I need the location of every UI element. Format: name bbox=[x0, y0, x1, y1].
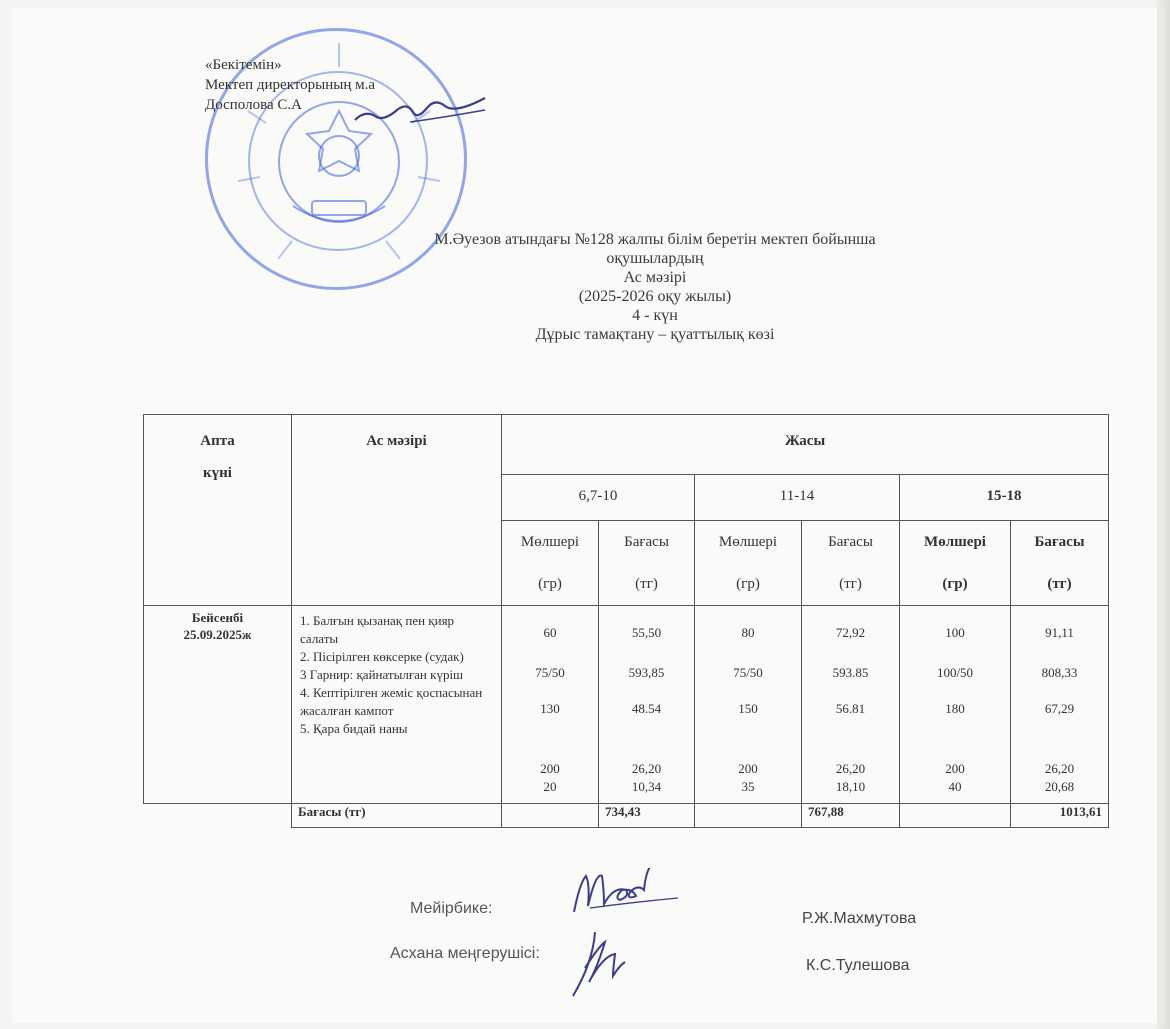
heading-menu: Ас мәзірі bbox=[623, 269, 687, 286]
value-cell: 75/50 bbox=[733, 665, 763, 680]
kitchen-head-name: К.С.Тулешова bbox=[806, 957, 910, 974]
value-cell: 100/50 bbox=[936, 665, 974, 680]
value-cell: 40 bbox=[948, 779, 962, 794]
dish-item: 1. Балғын қызанақ пен қияр салаты bbox=[300, 613, 455, 646]
heading-year: (2025-2026 оқу жылы) bbox=[578, 288, 732, 305]
heading-students: оқушылардың bbox=[606, 250, 704, 267]
day-date: 25.09.2025ж bbox=[183, 627, 252, 642]
price-unit: (тг) bbox=[635, 576, 658, 592]
g3-price-values bbox=[1011, 606, 1109, 804]
price-unit: (тг) bbox=[1047, 576, 1072, 592]
g1-qty-values bbox=[502, 606, 599, 804]
value-cell: 150 bbox=[738, 701, 758, 716]
header-menu: Ас мәзірі bbox=[292, 415, 502, 606]
value-cell: 56.81 bbox=[835, 701, 866, 716]
value-cell: 130 bbox=[540, 701, 560, 716]
total-group-1: 734,43 bbox=[599, 804, 695, 828]
heading-day: 4 - күн bbox=[632, 307, 678, 324]
total-empty-cell bbox=[900, 804, 1011, 828]
value-cell: 60 bbox=[543, 625, 557, 640]
value-cell: 20 bbox=[543, 779, 557, 794]
nurse-label: Мейірбике: bbox=[410, 900, 493, 917]
price-label: Бағасы bbox=[1034, 534, 1085, 550]
total-group-3: 1013,61 bbox=[1011, 804, 1109, 828]
value-cell: 26,20 bbox=[631, 761, 662, 776]
value-cell: 26,20 bbox=[835, 761, 866, 776]
menu-table bbox=[143, 414, 1109, 828]
qty-label: Мөлшері bbox=[520, 534, 580, 550]
value-cell: 10,34 bbox=[631, 779, 662, 794]
dish-item: 5. Қара бидай наны bbox=[300, 721, 408, 736]
value-cell: 80 bbox=[741, 625, 755, 640]
g2-price-header bbox=[802, 521, 900, 606]
header-weekday-line1: Апта bbox=[200, 433, 235, 449]
value-cell: 20,68 bbox=[1044, 779, 1075, 794]
value-cell: 593.85 bbox=[832, 665, 869, 680]
approval-director-name: Досполова С.А bbox=[205, 97, 302, 113]
price-unit: (тг) bbox=[839, 576, 862, 592]
dish-list bbox=[292, 606, 502, 804]
value-cell: 180 bbox=[945, 701, 965, 716]
total-empty-cell bbox=[502, 804, 599, 828]
value-cell: 35 bbox=[741, 779, 755, 794]
nurse-name: Р.Ж.Махмутова bbox=[802, 910, 917, 927]
g3-price-header bbox=[1011, 521, 1109, 606]
age-group-2: 11-14 bbox=[695, 475, 900, 521]
value-cell: 26,20 bbox=[1044, 761, 1075, 776]
value-cell: 75/50 bbox=[535, 665, 565, 680]
value-cell: 55,50 bbox=[631, 625, 662, 640]
header-weekday bbox=[144, 415, 292, 606]
value-cell: 200 bbox=[738, 761, 758, 776]
g2-qty-header bbox=[695, 521, 802, 606]
kitchen-head-signature bbox=[565, 928, 635, 1000]
price-label: Бағасы bbox=[624, 534, 669, 550]
value-cell: 67,29 bbox=[1044, 701, 1075, 716]
kitchen-head-label: Асхана меңгерушісі: bbox=[390, 945, 540, 962]
approval-title: «Бекітемін» bbox=[205, 57, 282, 73]
value-cell: 72,92 bbox=[835, 625, 866, 640]
director-signature bbox=[350, 92, 490, 132]
g1-price-values bbox=[599, 606, 695, 804]
value-cell: 91,11 bbox=[1045, 625, 1074, 640]
value-cell: 48.54 bbox=[631, 701, 662, 716]
day-name: Бейсенбі bbox=[191, 610, 244, 625]
qty-unit: (гр) bbox=[942, 576, 968, 592]
value-cell: 200 bbox=[945, 761, 965, 776]
total-label: Бағасы (тг) bbox=[292, 804, 502, 828]
approval-position: Мектеп директорының м.а bbox=[205, 77, 376, 93]
g3-qty-header bbox=[900, 521, 1011, 606]
qty-unit: (гр) bbox=[736, 576, 760, 592]
value-cell: 18,10 bbox=[835, 779, 866, 794]
g1-qty-header bbox=[502, 521, 599, 606]
header-age: Жасы bbox=[502, 415, 1109, 475]
dish-item: 4. Кептірілген жеміс қоспасынан жасалған кампот bbox=[300, 685, 483, 718]
qty-label: Мөлшері bbox=[718, 534, 778, 550]
g3-qty-values bbox=[900, 606, 1011, 804]
total-empty-cell bbox=[695, 804, 802, 828]
value-cell: 593,85 bbox=[628, 665, 665, 680]
qty-unit: (гр) bbox=[538, 576, 562, 592]
qty-label: Мөлшері bbox=[924, 534, 986, 550]
g1-price-header bbox=[599, 521, 695, 606]
g2-price-values bbox=[802, 606, 900, 804]
heading-slogan: Дұрыс тамақтану – қуаттылық көзі bbox=[535, 326, 775, 343]
heading-school: М.Әуезов атындағы №128 жалпы білім беретін мектеп бойынша bbox=[434, 231, 876, 248]
day-cell bbox=[144, 606, 292, 804]
price-label: Бағасы bbox=[828, 534, 873, 550]
dish-item: 2. Пісірілген көксерке (судак) bbox=[300, 649, 464, 664]
nurse-signature bbox=[570, 868, 682, 918]
document-heading bbox=[390, 230, 920, 344]
total-empty-cell bbox=[144, 804, 292, 828]
age-group-1: 6,7-10 bbox=[502, 475, 695, 521]
total-group-2: 767,88 bbox=[802, 804, 900, 828]
value-cell: 808,33 bbox=[1041, 665, 1078, 680]
g2-qty-values bbox=[695, 606, 802, 804]
value-cell: 200 bbox=[540, 761, 560, 776]
header-weekday-line2: күні bbox=[203, 465, 232, 481]
age-group-3: 15-18 bbox=[900, 475, 1109, 521]
dish-item: 3 Гарнир: қайнатылған күріш bbox=[300, 667, 464, 682]
value-cell: 100 bbox=[945, 625, 965, 640]
